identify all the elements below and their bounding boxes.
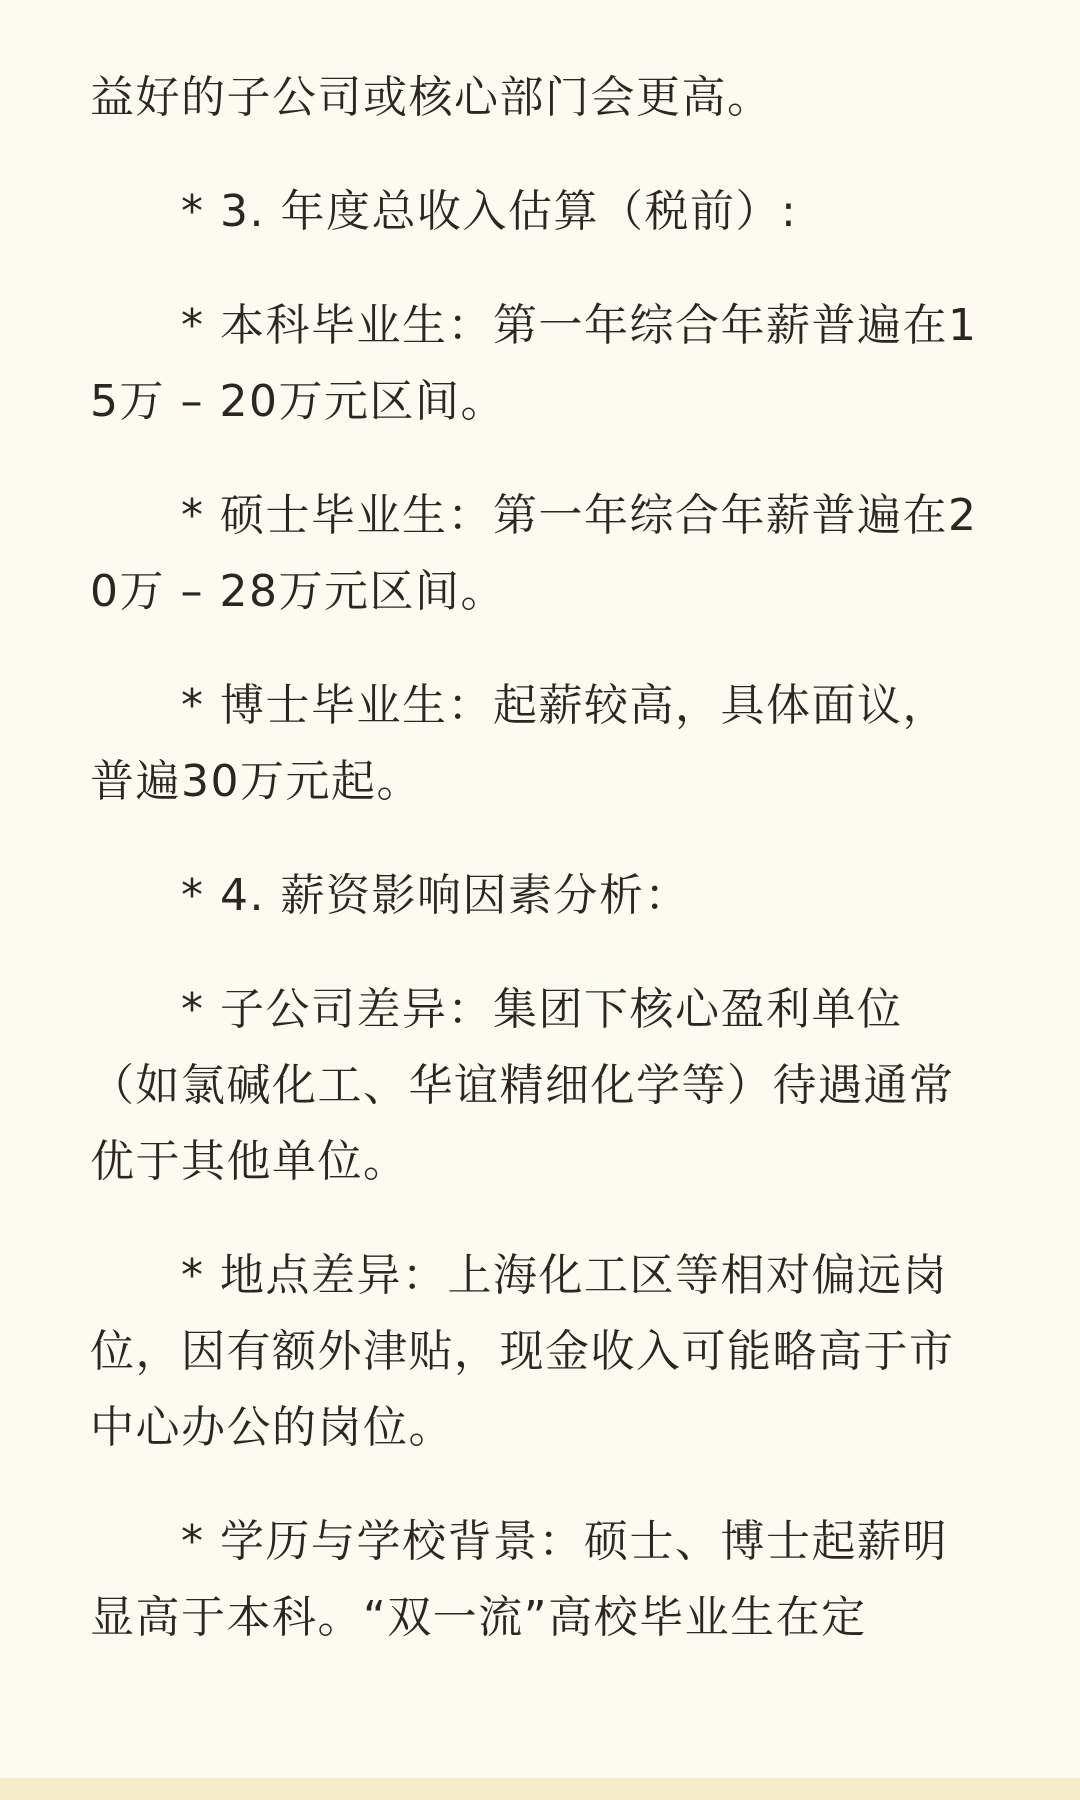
bullet-location-difference: * 地点差异：上海化工区等相对偏远岗位，因有额外津贴，现金收入可能略高于市中心办公的岗位。	[90, 1250, 955, 1453]
heading-salary-factors: * 4. 薪资影响因素分析：	[90, 870, 690, 921]
bullet-bachelor: * 本科毕业生：第一年综合年薪普遍在15万 – 20万元区间。	[90, 300, 978, 427]
bullet-subsidiary-difference: * 子公司差异：集团下核心盈利单位（如氯碱化工、华谊精细化学等）待遇通常优于其他单位。	[90, 984, 955, 1187]
article-body	[90, 0, 990, 1656]
paragraph-intro-tail: 益好的子公司或核心部门会更高。	[90, 72, 773, 123]
bullet-phd: * 博士毕业生：起薪较高，具体面议，普遍30万元起。	[90, 680, 948, 807]
bottom-band	[0, 1778, 1080, 1800]
heading-annual-income: * 3. 年度总收入估算（税前）:	[90, 186, 798, 237]
bullet-education-background: * 学历与学校背景：硕士、博士起薪明显高于本科。“双一流”高校毕业生在定	[90, 1516, 948, 1643]
bullet-master: * 硕士毕业生：第一年综合年薪普遍在20万 – 28万元区间。	[90, 490, 978, 617]
